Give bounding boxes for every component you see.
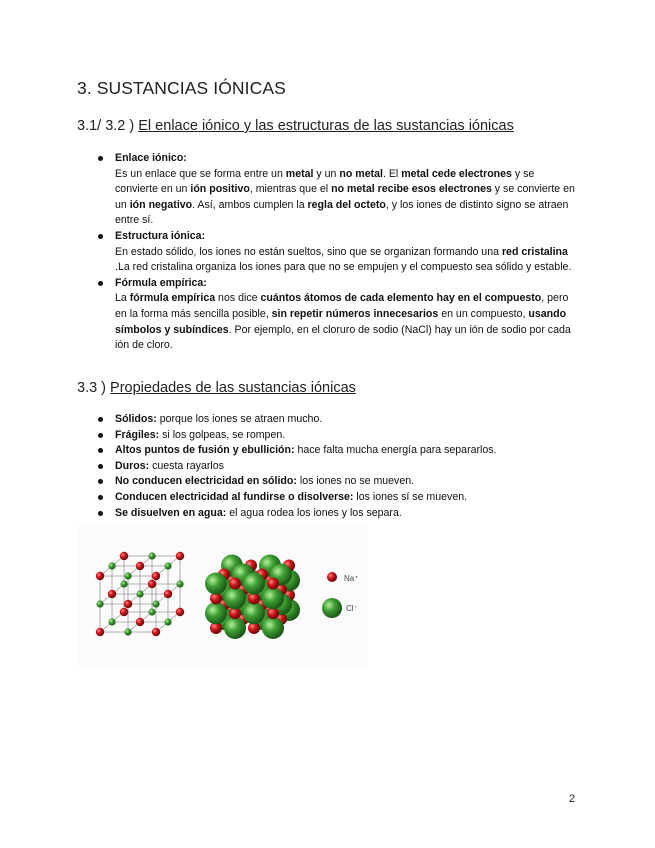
property-label: Sólidos: [115, 413, 157, 425]
chloride-ion [124, 628, 131, 635]
body-text: La [115, 292, 130, 305]
chloride-ion-legend-label: Cl⁻ [346, 604, 358, 613]
body-text: .La red cristalina organiza los iones para que no se empujen y el compuesto sea sólido y estable. [115, 261, 572, 274]
emphasized-text: metal [285, 167, 314, 180]
sodium-ion [176, 552, 184, 560]
sodium-ion [267, 578, 279, 590]
body-text: y se convierte en un [115, 183, 575, 211]
emphasized-text: fórmula empírica [129, 292, 216, 305]
property-description: el agua rodea los iones y los separa. [226, 506, 402, 519]
section-number: 3.3 ) [77, 380, 111, 396]
sodium-ion [152, 628, 160, 636]
chloride-ion [148, 608, 155, 615]
nacl-crystal-illustration [78, 524, 368, 667]
list-item [115, 229, 577, 276]
body-text: En estado sólido, los iones no están sueltos, sino que se organizan formando una [115, 245, 502, 258]
property-description: hace falta mucha energía para separarlos. [294, 444, 497, 457]
list-item [115, 151, 577, 229]
emphasized-text: ión negativo [129, 198, 193, 211]
property-description: cuesta rayarlos [149, 459, 224, 472]
nacl-crystal-figure [78, 524, 368, 667]
property-label: No conducen electricidad en sólido: [115, 475, 297, 488]
emphasized-text: regla del octeto [307, 198, 386, 211]
sodium-ion [229, 578, 241, 590]
body-text: Es un enlace que se forma entre un [115, 167, 286, 180]
property-item [115, 490, 585, 506]
sodium-ion [152, 572, 160, 580]
emphasized-text: no metal recibe esos electrones [331, 183, 492, 196]
sodium-ion [120, 608, 128, 616]
property-label: Se disuelven en agua: [115, 506, 227, 519]
sodium-ion [164, 590, 172, 598]
legend [322, 572, 358, 618]
sodium-ion-legend-marker [327, 572, 337, 582]
property-item [115, 412, 585, 428]
body-text: y se convierte en un [115, 167, 535, 196]
chloride-ion [148, 552, 155, 559]
emphasized-text: red cristalina [501, 245, 568, 258]
page-number: 2 [569, 793, 576, 805]
emphasized-text: usando símbolos y subíndices [115, 307, 567, 336]
body-text: , mientras que el [249, 183, 332, 196]
body-text: y un [313, 167, 340, 180]
list-item-body [115, 167, 577, 229]
sodium-ion [148, 580, 156, 588]
property-item [115, 506, 585, 522]
body-text: , y los iones de distinto signo se atraen entre sí. [115, 198, 569, 227]
section-title: Propiedades de las sustancias iónicas [110, 380, 356, 396]
chloride-ion [224, 617, 246, 639]
sodium-ion [96, 572, 104, 580]
chloride-ion [224, 587, 246, 609]
section-title: El enlace iónico y las estructuras de las sustancias iónicas [138, 118, 514, 134]
sodium-ion [176, 608, 184, 616]
emphasized-text: ión positivo [190, 183, 250, 196]
chloride-ion [243, 602, 265, 624]
list-item-body [115, 245, 577, 276]
body-text: . El [382, 167, 402, 180]
body-text: . Así, ambos cumplen la [192, 198, 308, 211]
list-item-title: Estructura iónica: [115, 229, 206, 242]
property-item [115, 474, 585, 490]
list-item-body [115, 291, 577, 353]
property-description: porque los iones se atraen mucho. [156, 413, 323, 425]
chloride-ion [205, 573, 227, 595]
chloride-ion [164, 618, 171, 625]
property-description: los iones sí se mueven. [353, 490, 468, 503]
property-label: Frágiles: [115, 428, 160, 441]
chloride-ion [120, 580, 127, 587]
space-filling-model [205, 555, 300, 639]
chloride-ion [176, 580, 183, 587]
list-item-title: Enlace iónico: [115, 152, 187, 164]
property-description: los iones no se mueven. [296, 475, 415, 488]
property-label: Duros: [115, 459, 150, 472]
property-label: Altos puntos de fusión y ebullición: [115, 444, 295, 457]
emphasized-text: no metal [339, 167, 383, 180]
sodium-ion-legend-label: Na⁺ [344, 574, 359, 583]
sodium-ion [124, 600, 132, 608]
property-item [115, 443, 585, 459]
section-heading-properties [77, 380, 356, 396]
properties-list [0, 412, 655, 521]
chloride-ion-legend-marker [322, 598, 342, 618]
sodium-ion [136, 562, 144, 570]
list-item-title: Fórmula empírica: [115, 276, 207, 289]
body-text: , pero en la forma más sencilla posible, [115, 292, 569, 320]
page-title: 3. SUSTANCIAS IÓNICAS [77, 78, 286, 98]
chloride-ion [108, 562, 115, 569]
section-number: 3.1/ 3.2 ) [77, 118, 139, 134]
sodium-ion [136, 618, 144, 626]
chloride-ion [96, 600, 103, 607]
property-item [115, 428, 585, 444]
body-text: en un compuesto, [438, 307, 529, 320]
sodium-ion [108, 590, 116, 598]
emphasized-text: cuántos átomos de cada elemento hay en el compuesto [260, 292, 542, 305]
body-text: . Por ejemplo, en el cloruro de sodio (NaCl) hay un ión de sodio por cada ión de cloro. [115, 323, 571, 352]
bonding-concepts-list [0, 151, 655, 354]
chloride-ion [243, 573, 265, 595]
chloride-ion [262, 617, 284, 639]
emphasized-text: metal cede electrones [401, 167, 512, 180]
sodium-ion [96, 628, 104, 636]
sodium-ion [120, 552, 128, 560]
property-description: si los golpeas, se rompen. [159, 428, 286, 441]
chloride-ion [262, 587, 284, 609]
property-label: Conducen electricidad al fundirse o disolverse: [115, 490, 354, 503]
body-text: nos dice [215, 292, 261, 305]
list-item [115, 276, 577, 354]
lattice-atoms [96, 552, 184, 636]
chloride-ion [136, 590, 143, 597]
section-heading-bonding [77, 118, 514, 134]
property-item [115, 459, 585, 475]
chloride-ion [205, 602, 227, 624]
emphasized-text: sin repetir números innecesarios [271, 307, 439, 320]
chloride-ion [152, 600, 159, 607]
chloride-ion [108, 618, 115, 625]
chloride-ion [124, 572, 131, 579]
chloride-ion [164, 562, 171, 569]
